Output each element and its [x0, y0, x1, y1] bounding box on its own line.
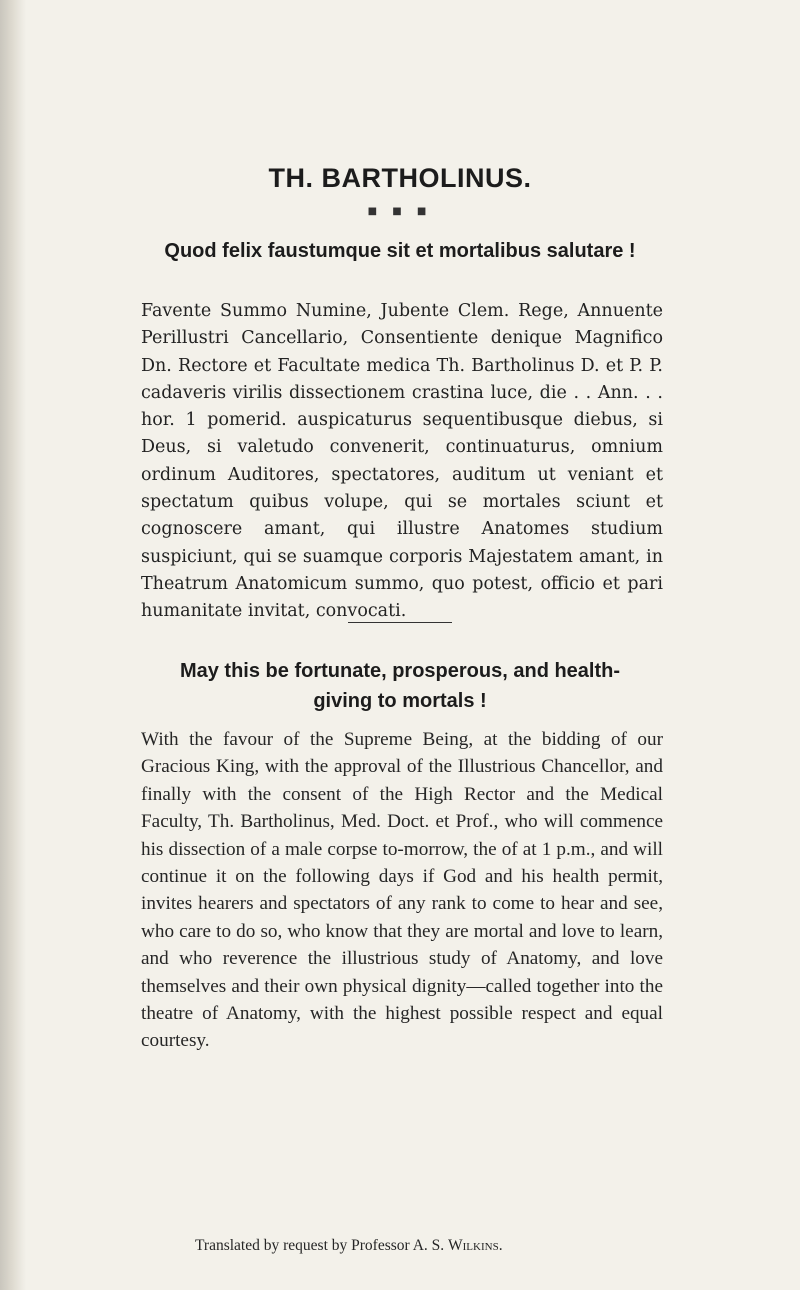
english-heading: May this be fortunate, prosperous, and health-giving to mortals ! [179, 660, 621, 712]
ornament-squares: ■ ■ ■ [367, 206, 433, 217]
divider-rule [348, 622, 452, 623]
latin-body: Favente Summo Numine, Jubente Clem. Rege, Annuente Perillustri Cancellario, Consentiente denique Magnifico Dn. Rectore et Facultate medica Th. Bartholinus D. et P. P. cadaveris virilis dissectionem crastina luce, die . . Ann. . . hor. 1 pomerid. auspicaturus sequentibusque diebus, si Deus, si valetudo convenerit, continuaturus, omnium ordinum Auditores, spectatores, auditum ut veniant et spectatum quibus volupe, qui se mortales sciunt et cognoscere amant, qui illustre Anatomes studium suspiciunt, qui se suamque corporis Majestatem amant, in Theatrum Anatomicum summo, quo potest, officio et pari humanitate invitat, convocati. [141, 301, 663, 622]
translation-credit [195, 1237, 715, 1255]
credit-name: Wilkins. [448, 1237, 503, 1254]
english-body: With the favour of the Supreme Being, at the bidding of our Gracious King, with the approval of the Illustrious Chancellor, and finally with the consent of the High Rector and the Medical Faculty, Th. Bartholinus, Med. Doct. et Prof., who will commence his dissection of a male corpse to-morrow, the of at 1 p.m., and will continue it on the following days if God and his health permit, invites hearers and spectators of any rank to come to hear and see, who care to do so, who know that they are mortal and love to learn, and who reverence the illustrious study of Anatomy, and love themselves and their own physical dignity—called together into the theatre of Anatomy, with the highest possible respect and equal courtesy. [141, 729, 663, 1052]
credit-text: Translated by request by Professor A. S. [195, 1237, 449, 1254]
latin-heading: Quod felix faustumque sit et mortalibus salutare ! [164, 240, 636, 262]
running-head: TH. BARTHOLINUS. [268, 163, 532, 193]
